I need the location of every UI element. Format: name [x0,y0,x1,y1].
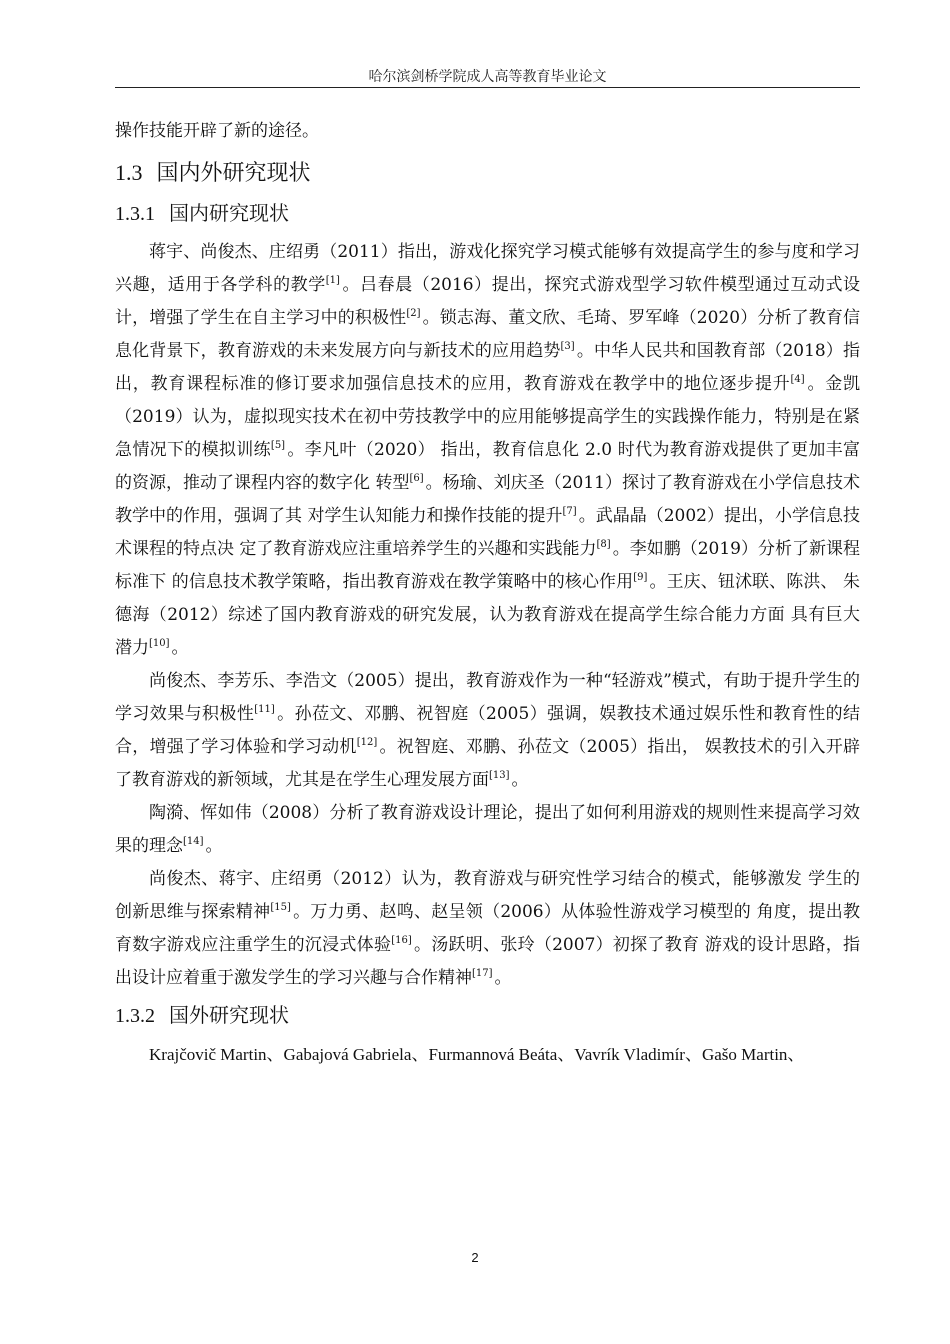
citation: [2] [406,308,421,319]
citation: [4] [790,374,805,385]
paragraph-3: 陶漪、恽如伟（2008）分析了教育游戏设计理论，提出了如何利用游戏的规则性来提高学习效果的理念[14] 。 [115,803,860,856]
section-number: 1.3 [115,160,143,185]
citation: [3] [560,341,575,352]
citation: [17] [472,968,493,979]
citation: [14] [183,836,204,847]
citation: [8] [596,539,611,550]
citation: [15] [270,902,291,913]
page-header: 哈尔滨剑桥学院成人高等教育毕业论文 [368,69,607,85]
citation: [1] [325,275,340,286]
subsection-heading-foreign [115,999,860,1032]
intro-line: 操作技能开辟了新的途径。 [115,121,319,141]
paragraph-5: Krajčovič Martin、Gabajová Gabriela、Furmannová Beáta、Vavrík Vladimír、Gašo Martin、 [149,1045,805,1064]
paragraph-4: 尚俊杰、蒋宇、庄绍勇（2012）认为，教育游戏与研究性学习结合的模式，能够激发 学生的创新思维与探索精神[15] 。万力勇、赵鸣、赵呈领（2006）从体验性游戏学习模型的 角度，提出教育数字游戏应注重学生的沉浸式体验[16] 。汤跃明、张玲（2007）初探了教育 游戏的设计思路，指出设计应着重于激发学生的学习兴趣与合作精神[17] 。 [115,869,860,988]
paragraph-2: 尚俊杰、李芳乐、李浩文（2005）提出，教育游戏作为一种“轻游戏”模式，有助于提升学生的学习效果与积极性[11] 。孙莅文、邓鹏、祝智庭（2005）强调，娱教技术通过娱乐性和教育性的结合，增强了学习体验和学习动机[12] 。祝智庭、邓鹏、孙莅文（2005）指出， 娱教技术的引入开辟了教育游戏的新领域，尤其是在学生心理发展方面[13] 。 [115,671,861,790]
citation: [7] [562,506,577,517]
subsection-title: 国外研究现状 [169,1003,289,1027]
subsection-title: 国内研究现状 [169,201,289,225]
paragraph-1: 蒋宇、尚俊杰、庄绍勇（2011）指出，游戏化探究学习模式能够有效提高学生的参与度和学习兴趣，适用于各学科的教学[1] 。吕春晨（2016）提出，探究式游戏型学习软件模型通过互动式设计，增强了学生在自主学习中的积极性[2] 。锁志海、董文欣、毛琦、罗军峰（2020）分析了教育信息化背景下，教育游戏的未来发展方向与新技术的应用趋势[3] 。中华人民共和国教育部（2018）指出，教育课程标准的修订要求加强信息技术的应用，教育游戏在教学中的地位逐步提升[4] 。金凯（2019）认为，虚拟现实技术在初中劳技教学中的应用能够提高学生的实践操作能力，特别是在紧急情况下的模拟训练[5] 。李凡叶（2020） 指出，教育信息化 2.0 时代为教育游戏提供了更加丰富的资源，推动了课程内容的数字化 转型[6] 。杨瑜、刘庆圣（2011）探讨了教育游戏在小学信息技术教学中的作用，强调了其 对学生认知能力和操作技能的提升[7] 。武晶晶（2002）提出，小学信息技术课程的特点决 定了教育游戏应注重培养学生的兴趣和实践能力[8] 。李如鹏（2019）分析了新课程标准下 的信息技术教学策略，指出教育游戏在教学策略中的核心作用[9] 。王庆、钮沭联、陈洪、 朱德海（2012）综述了国内教育游戏的研究发展，认为教育游戏在提高学生综合能力方面 具有巨大潜力[10] 。 [115,242,861,658]
citation: [12] [356,737,378,748]
citation: [6] [409,473,424,484]
subsection-number: 1.3.2 [115,1005,155,1027]
citation: [10] [149,638,170,649]
header-rule [115,87,860,88]
page-number: 2 [471,1250,479,1265]
citation: [11] [254,704,275,715]
section-heading [115,156,860,191]
document-body [115,115,860,1071]
subsection-heading-domestic [115,197,860,230]
citation: [9] [633,572,648,583]
citation: [5] [270,440,286,451]
citation: [13] [489,770,510,781]
section-title: 国内外研究现状 [156,161,311,186]
citation: [16] [391,935,412,946]
subsection-number: 1.3.1 [115,203,155,225]
